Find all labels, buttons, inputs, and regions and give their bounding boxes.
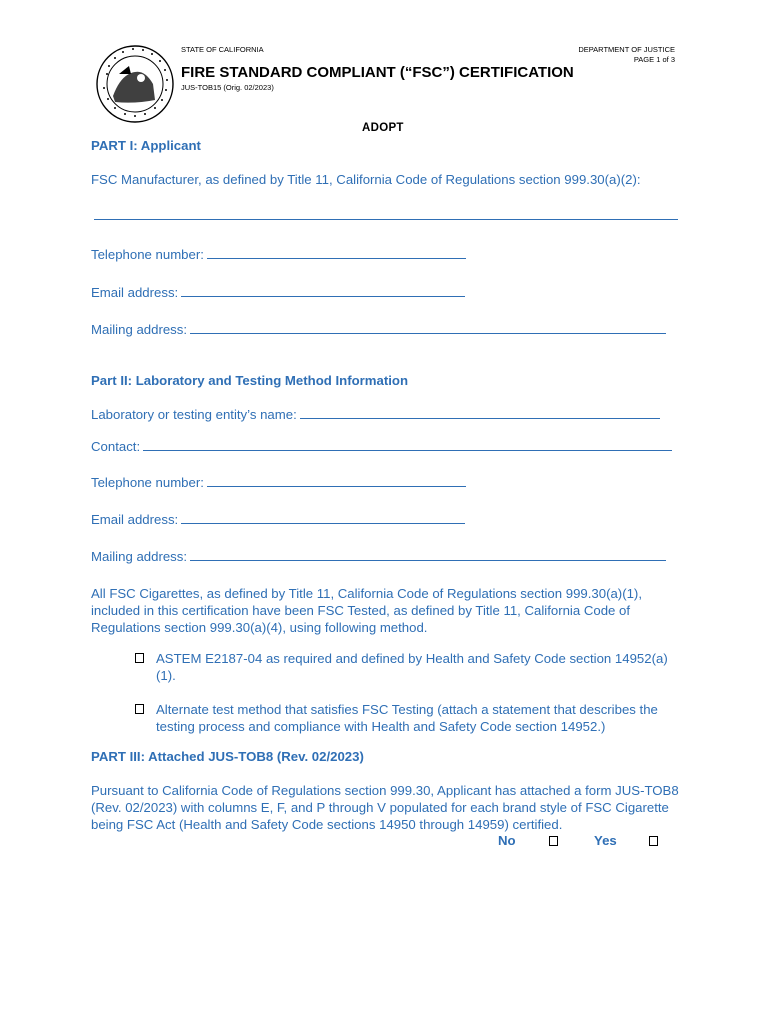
lab-email-field[interactable] bbox=[181, 511, 465, 524]
contact-label: Contact: bbox=[91, 439, 141, 454]
state-seal-icon bbox=[95, 44, 175, 124]
applicant-mailing-field[interactable] bbox=[190, 321, 666, 334]
part2-heading: Part II: Laboratory and Testing Method Information bbox=[91, 373, 408, 388]
lab-name-row bbox=[91, 406, 660, 422]
applicant-email-field[interactable] bbox=[181, 284, 465, 297]
applicant-email-row bbox=[91, 284, 465, 300]
lab-mailing-label: Mailing address: bbox=[91, 549, 188, 564]
lab-telephone-label: Telephone number: bbox=[91, 475, 204, 490]
option-astem-label: ASTEM E2187-04 as required and defined by Health and Safety Code section 14952(a)(1). bbox=[156, 651, 668, 683]
department-block bbox=[578, 45, 675, 65]
page-number: PAGE 1 of 3 bbox=[633, 55, 675, 64]
manufacturer-label: FSC Manufacturer, as defined by Title 11, California Code of Regulations section 999.30(a)(2): bbox=[91, 172, 641, 187]
form-id: JUS-TOB15 (Orig. 02/2023) bbox=[181, 83, 274, 92]
department-label: DEPARTMENT OF JUSTICE bbox=[578, 45, 675, 54]
checkbox-alternate[interactable] bbox=[135, 704, 144, 714]
lab-name-field[interactable] bbox=[300, 406, 660, 419]
contact-row bbox=[91, 438, 672, 454]
checkbox-yes[interactable] bbox=[649, 836, 658, 846]
applicant-mailing-row bbox=[91, 321, 666, 337]
checkbox-astem[interactable] bbox=[135, 653, 144, 663]
yes-label: Yes bbox=[594, 833, 617, 848]
option-alternate-label: Alternate test method that satisfies FSC Testing (attach a statement that describes the testing process and compliance with Health and Safety Code section 14952.) bbox=[156, 702, 658, 734]
lab-email-row bbox=[91, 511, 465, 527]
testing-statement: All FSC Cigarettes, as defined by Title 11, California Code of Regulations section 999.30(a)(1), included in this certification have been FSC Tested, as defined by Title 11, California Code of Regulations section 999.30(a)(4), using following method. bbox=[91, 586, 642, 635]
lab-telephone-field[interactable] bbox=[207, 474, 466, 487]
applicant-telephone-label: Telephone number: bbox=[91, 247, 204, 262]
document-title: FIRE STANDARD COMPLIANT (“FSC”) CERTIFICATION bbox=[181, 64, 574, 81]
adopt-label: ADOPT bbox=[362, 122, 404, 134]
part3-statement: Pursuant to California Code of Regulations section 999.30, Applicant has attached a form JUS-TOB8 (Rev. 02/2023) with columns E, F, and P through V populated for each brand style of FSC Cigarette being FSC Act (Health and Safety Code sections 14950 through 14959) certified. bbox=[91, 783, 679, 832]
checkbox-no[interactable] bbox=[549, 836, 558, 846]
applicant-telephone-row bbox=[91, 246, 466, 262]
lab-mailing-field[interactable] bbox=[190, 548, 666, 561]
applicant-telephone-field[interactable] bbox=[207, 246, 466, 259]
lab-telephone-row bbox=[91, 474, 466, 490]
lab-email-label: Email address: bbox=[91, 512, 179, 527]
contact-field[interactable] bbox=[143, 438, 672, 451]
part3-heading: PART III: Attached JUS-TOB8 (Rev. 02/2023) bbox=[91, 749, 364, 764]
applicant-email-label: Email address: bbox=[91, 285, 179, 300]
part1-heading: PART I: Applicant bbox=[91, 138, 201, 153]
manufacturer-field[interactable] bbox=[94, 207, 678, 220]
lab-mailing-row bbox=[91, 548, 666, 564]
no-label: No bbox=[498, 833, 516, 848]
state-label: STATE OF CALIFORNIA bbox=[181, 45, 264, 54]
applicant-mailing-label: Mailing address: bbox=[91, 322, 188, 337]
lab-name-label: Laboratory or testing entity’s name: bbox=[91, 407, 297, 422]
